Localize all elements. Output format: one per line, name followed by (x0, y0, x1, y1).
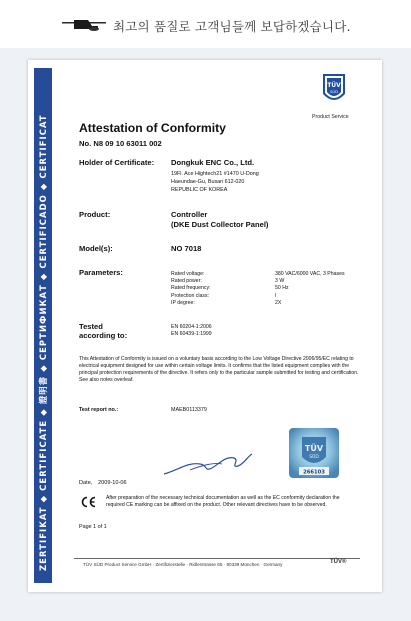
parameter-value: I (275, 292, 277, 299)
product-service-label: Product Service (312, 114, 349, 120)
model-label: Model(s): (79, 244, 113, 253)
parameter-name: Rated frequency: (171, 285, 211, 292)
test-report-value: MAEB0113379 (171, 407, 207, 413)
product-label: Product: (79, 210, 111, 219)
header-banner (0, 0, 411, 48)
parameter-name: Rated power: (171, 278, 202, 285)
tuv-logo-icon (321, 72, 347, 106)
certificate-side-band (34, 68, 52, 583)
logo-tuv-text: TÜV (327, 83, 341, 89)
tested-standards (171, 324, 212, 338)
parameter-name: Rated voltage: (171, 271, 205, 277)
date-value: 2009-10-06 (98, 480, 127, 486)
parameter-names (171, 271, 211, 307)
holder-address-line: Haeundae-Gu, Busan 612-020 (171, 179, 245, 186)
logo-sud-text: SÜD (330, 90, 338, 94)
ce-marking-note: After preparation of the necessary technical documentation as well as the EC conformity declaration the required CE marking can be affixed on the product. Other relevant directives have to be observed. (106, 495, 340, 508)
ce-mark-icon (80, 496, 96, 508)
according-to-label: according to: (79, 331, 128, 340)
footer-divider (74, 558, 360, 559)
banner-slogan: 최고의 품질로 고객님들께 보답하겠습니다. (113, 19, 351, 34)
conformity-statement: This Attestation of Conformity is issued on a voluntary basis according to the Low Voltage Directive 2006/95/EC relating to electrical equipment designed for use within certain voltage limits. It confirms that the listed equipment complies with the principal protection requirements of the directive. It refers only to the particular sample submitted for testing and certification. See also notes overleaf. (79, 356, 359, 384)
tuv-hologram-seal-icon (288, 427, 340, 479)
parameter-values (275, 271, 345, 307)
model-value: NO 7018 (171, 244, 202, 253)
footer-tuv-mark: TÜV® (330, 559, 347, 565)
hologram-number: 266103 (303, 469, 325, 476)
parameter-value: 380 VAC/6000 VAC, 3 Phases (275, 271, 345, 277)
certificate-title: Attestation of Conformity (79, 121, 226, 135)
footer-address: TÜV SÜD Product Service GmbH · Zertifizierstelle · Ridlerstrasse 65 · 80339 München · Germany (83, 562, 283, 567)
product-subtitle: (DKE Dust Collector Panel) (171, 220, 269, 229)
product-name: Controller (171, 210, 208, 219)
parameter-name: IP degree: (171, 299, 195, 306)
parameter-value: 2X (275, 299, 282, 306)
tested-label: Tested (79, 322, 103, 331)
holder-address-line: REPUBLIC OF KOREA (171, 187, 228, 194)
test-report-label: Test report no.: (79, 407, 119, 413)
hologram-tuv-text: TÜV (304, 444, 324, 453)
parameter-name: Protection class: (171, 292, 210, 299)
certificate-paper (28, 60, 382, 592)
holder-name: Dongkuk ENC Co., Ltd. (171, 158, 255, 167)
side-band-text: ZERTIFIKAT ◆ CERTIFICATE ◆ 證明書 ◆ СЕРТИФИКАТ ◆ CERTIFICADO ◆ CERTIFICAT (38, 114, 48, 571)
date-label: Date, (79, 480, 93, 486)
certificate-number: No. N8 09 10 63011 002 (79, 139, 162, 148)
parameters-label: Parameters: (79, 268, 123, 277)
parameter-value: 50 Hz (275, 285, 289, 292)
parameter-value: 3 W (275, 278, 285, 285)
tested-standard: EN 60439-1:1999 (171, 331, 212, 338)
holder-address (171, 170, 259, 195)
signature-image (160, 448, 256, 478)
hologram-sud-text: SÜD (309, 455, 319, 460)
tested-standard: EN 60204-1:2006 (171, 324, 212, 330)
page-indicator: Page 1 of 1 (79, 524, 107, 530)
holder-label: Holder of Certificate: (79, 158, 155, 167)
shoe-icon (62, 16, 106, 32)
holder-address-line: 19Fl. Ace Hightech21 #1470 U-Dong (171, 171, 259, 177)
